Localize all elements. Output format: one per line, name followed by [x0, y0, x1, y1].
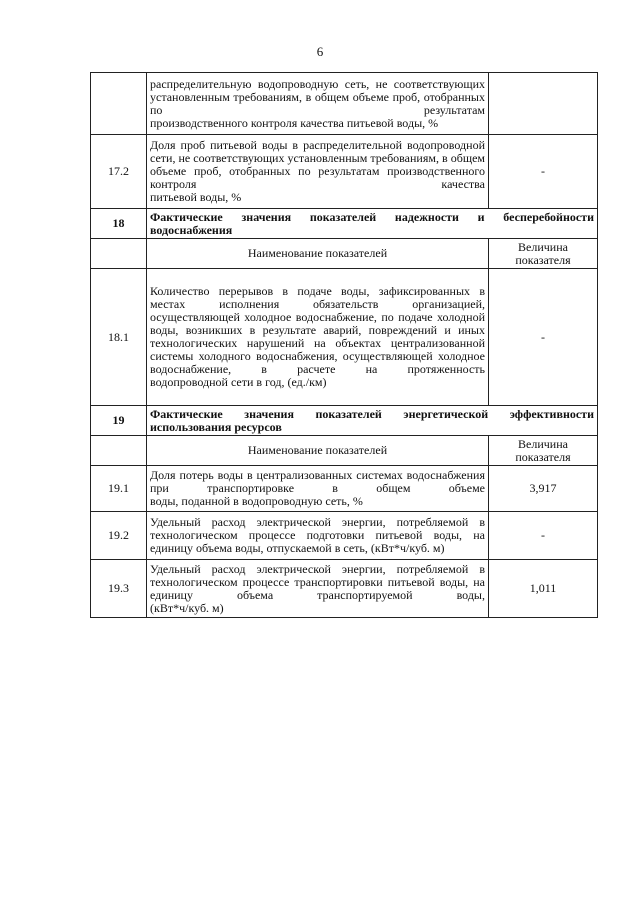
header-row	[91, 239, 598, 269]
indicator-value: -	[489, 135, 598, 209]
row-number: 18.1	[91, 269, 147, 406]
row-number: 19.3	[91, 560, 147, 618]
row-number	[91, 73, 147, 135]
header-row	[91, 436, 598, 466]
section-title: Фактические значения показателей энергетической эффективности использования ресурсов	[147, 406, 598, 436]
header-name: Наименование показателей	[147, 436, 489, 466]
indicator-text: Доля проб питьевой воды в распределительной водопроводной сети, не соответствующих установленным требованиям, в общем объеме проб, отобранных по результатам производственного контроля качества	[150, 138, 485, 191]
indicator-name	[147, 512, 489, 560]
indicator-text: Доля потерь воды в централизованных системах водоснабжения при транспортировке в общем объеме	[150, 468, 485, 495]
table-row	[91, 466, 598, 512]
indicator-name	[147, 269, 489, 406]
indicator-name	[147, 560, 489, 618]
indicator-value: -	[489, 512, 598, 560]
section-title: Фактические значения показателей надежности и бесперебойности водоснабжения	[147, 209, 598, 239]
indicator-text-end: (кВт*ч/куб. м)	[150, 600, 224, 615]
row-number: 17.2	[91, 135, 147, 209]
indicator-text: Удельный расход электрической энергии, потребляемой в технологическом процессе транспортировки питьевой воды, на единицу объема транспортируемой воды,	[150, 561, 485, 602]
section-row	[91, 209, 598, 239]
indicator-value: 1,011	[489, 560, 598, 618]
indicator-text-end: водопроводной сети в год, (ед./км)	[150, 375, 327, 389]
table-row	[91, 269, 598, 406]
indicator-value: 3,917	[489, 466, 598, 512]
page-number: 6	[316, 44, 324, 59]
indicator-text-end: единицу объема воды, отпускаемой в сеть, (кВт*ч/куб. м)	[150, 541, 445, 555]
indicator-value: -	[489, 269, 598, 406]
indicator-name	[147, 466, 489, 512]
header-name: Наименование показателей	[147, 239, 489, 269]
section-number: 19	[91, 406, 147, 436]
indicator-value	[489, 73, 598, 135]
header-blank	[91, 436, 147, 466]
table-row	[91, 512, 598, 560]
row-number: 19.2	[91, 512, 147, 560]
section-row	[91, 406, 598, 436]
indicator-text-end: воды, поданной в водопроводную сеть, %	[150, 494, 363, 508]
header-value: Величина показателя	[489, 239, 598, 269]
indicators-table	[90, 72, 598, 618]
header-blank	[91, 239, 147, 269]
indicator-name	[147, 135, 489, 209]
indicator-text-end: питьевой воды, %	[150, 190, 242, 204]
indicator-text: Удельный расход электрической энергии, потребляемой в технологическом процессе подготовки питьевой воды, на	[150, 515, 485, 542]
table-row	[91, 73, 598, 135]
header-value: Величина показателя	[489, 436, 598, 466]
table-row	[91, 560, 598, 618]
indicator-text-end: производственного контроля качества питьевой воды, %	[150, 115, 439, 130]
table-row	[91, 135, 598, 209]
indicator-name	[147, 73, 489, 135]
section-number: 18	[91, 209, 147, 239]
row-number: 19.1	[91, 466, 147, 512]
indicator-text: Количество перерывов в подаче воды, зафиксированных в местах исполнения обязательств организацией, осуществляющей холодное водоснабжение, по подаче холодной воды, возникших в результате аварий, повреждений и иных технологических нарушений на объектах централизованной системы холодного водоснабжения, осуществляющей холодное водоснабжение, в расчете на протяженность	[150, 284, 485, 376]
indicator-text: распределительную водопроводную сеть, не соответствующих установленным требованиям, в общем объеме проб, отобранных по результатам	[150, 76, 485, 117]
